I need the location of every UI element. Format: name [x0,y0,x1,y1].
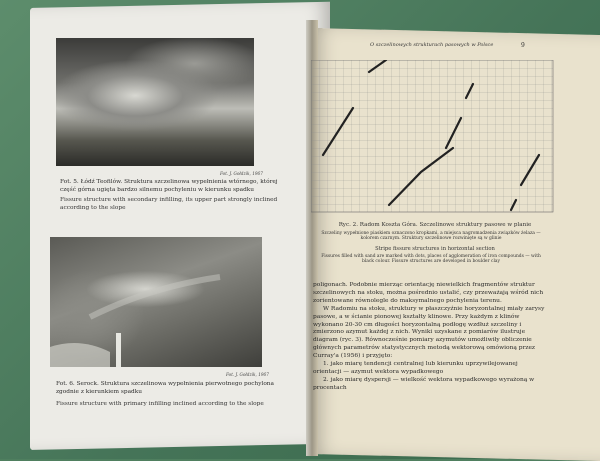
paragraph: 1. jako miarę tendencji centralnej lub kierunku uprzywilejowanej orientacji — azymut wektora wypadkowego [313,361,518,375]
body-text [313,282,545,393]
fig5-caption-en: Fissure structure with secondary infilling, its upper part strongly inclined according to the slope [60,197,278,211]
fissure-plan-diagram [311,60,557,224]
photo-fissure-serock [50,237,262,367]
photo-fissure-teofilow [56,38,254,166]
running-head: O szczelinowych strukturach pasowych w Polsce [370,42,494,48]
photo-detail [50,237,262,367]
fig6-caption-en: Fissure structure with primary infilling inclined according to the slope [56,401,264,407]
page-number: 9 [521,42,525,49]
fig2-subtitle: Stripe fissure structures in horizontal section [375,246,495,252]
paragraph: 2. jako miarę dyspersji — wielkość wektora wypadkowego wyrażoną w procentach [313,376,535,391]
fig2-title: Ryc. 2. Radom Koszta Góra. Szczelinowe struktury pasowe w planie [338,222,532,228]
paragraph: poligonach. Podobnie mierząc orientację niewielkich fragmentów struktur szczelinowych na stoku, można pośrednio ustalić, czy przeważają wśród nich zorientowane równolegle do maksymalnego pochylenia terenu. [313,282,544,304]
fig2-legend-pl: Szczeliny wypełnione piaskiem oznaczono kropkami, a miejsca nagromadzenia związków żelaza — kolorem czarnym. Struktury szczelinowe rozwinięte są w glinie [321,231,541,242]
fig6-caption-pl: Fot. 6. Serock. Struktura szczelinowa wypełnienia pierwotnego pochylona zgodnie z kierunkiem spadku [56,381,275,395]
fig5-credit: Fot. J. Gołdzik, 1967 [220,171,263,176]
fig2-legend-en: Fissures filled with sand are marked with dots, places of agglomeration of iron compounds — with black colour. Fissure structures are developed in boulder clay [321,254,541,265]
fig6-credit: Fot. J. Gołdzik, 1967 [226,372,269,377]
paragraph: W Radomiu na stoku, struktury w płaszczyźnie horyzontalnej miały zarysy pasowe, a w ścianie pionowej kształty klinowe. Przy każdym z klinów wykonano 20-30 cm długości horyzontalną podłogę wzdłuż szczeliny i zmierzono azymut każdej z nich. Wyniki uzyskane z pomiarów ilustruje diagram (ryc. 3). Równocześnie pomiary azymutów umożliwiły obliczenie głównych parametrów statystycznych metodą wektorową omówioną przez Curray'a (1956) i przyjęto: [313,305,545,360]
grid-diagram [311,60,557,220]
fig5-caption-pl: Fot. 5. Łódź Teofilów. Struktura szczelinowa wypełnienia wtórnego, której część górna ugięta bardzo silnemu pochyleniu w kierunku spadku [60,179,278,193]
